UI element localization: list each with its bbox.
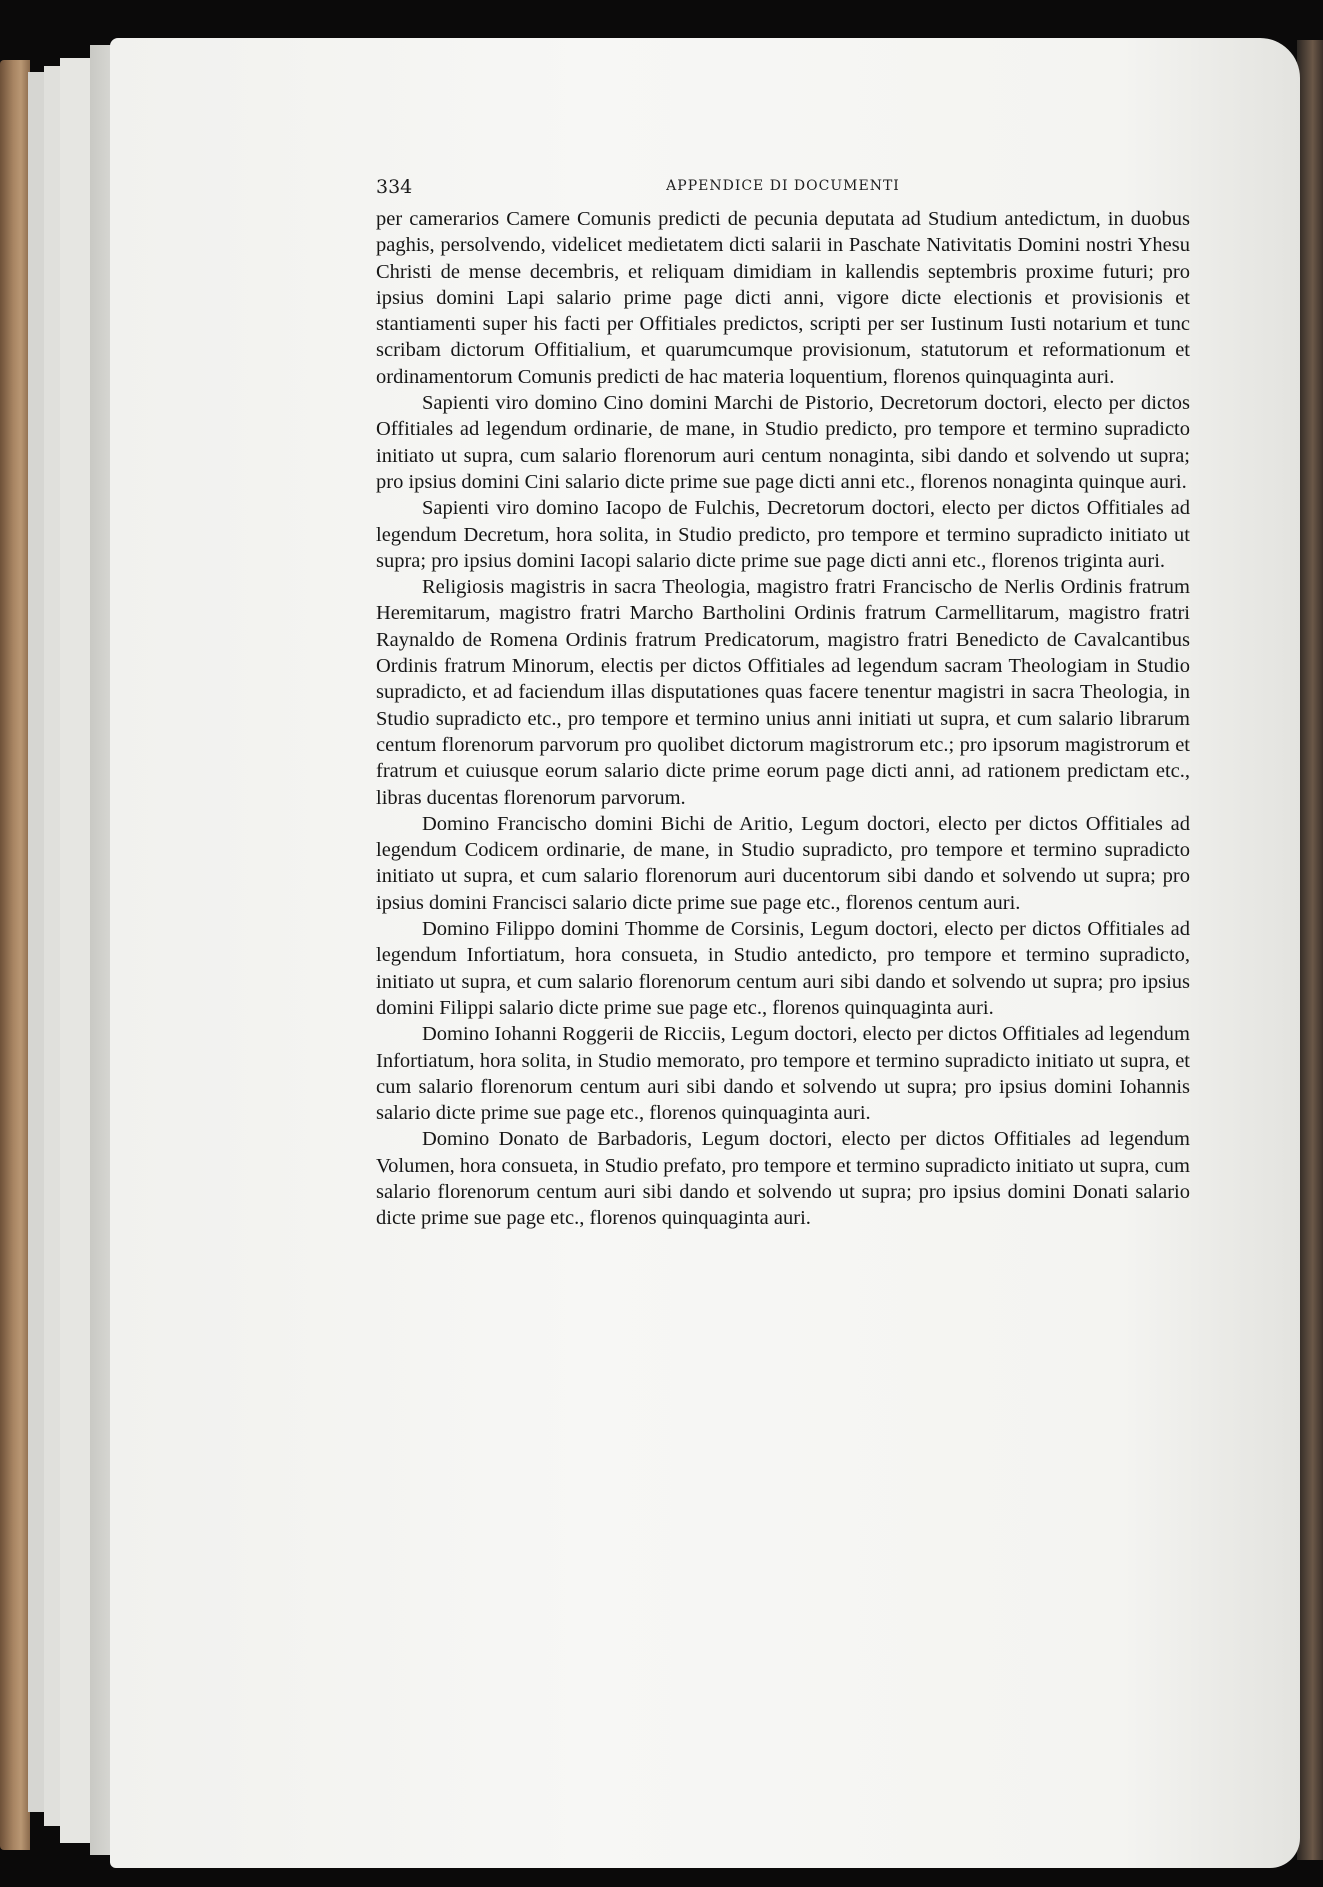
paragraph: per camerarios Camere Comunis predicti de pecunia deputata ad Studium antedictum, in duobus paghis, persolvendo, videlicet medietatem dicti salarii in Paschate Nativitatis Domini nostri Yhesu Christi de mense decembris, et reliquam dimidiam in kallendis septembris proxime futuri; pro ipsius domini Lapi salario prime page dicti anni, vigore dicte electionis et provisionis et stantiamenti super his facti per Offitiales predictos, scripti per ser Iustinum Iusti notarium et tunc scribam dictorum Offitialium, et quarumcumque provisionum, statutorum et reformationum et ordinamentorum Comunis predicti de hac materia loquentium, florenos quinquaginta auri. (376, 208, 1190, 388)
paragraph: Sapienti viro domino Cino domini Marchi de Pistorio, Decretorum doctori, electo per dictos Offitiales ad legendum ordinarie, de mane, in Studio predicto, pro tempore et termino supradicto initiato ut supra, cum salario florenorum auri centum nonaginta, sibi dando et solvendo ut supra; pro ipsius domini Cini salario dicte prime sue page dicti anni etc., florenos nonaginta quinque auri. (376, 392, 1190, 493)
paragraph: Domino Iohanni Roggerii de Ricciis, Legum doctori, electo per dictos Offitiales ad legendum Infortiatum, hora solita, in Studio memorato, pro tempore et termino supradicto initiato ut supra, et cum salario florenorum centum auri sibi dando et solvendo ut supra; pro ipsius domini Iohannis salario dicte prime sue page etc., florenos quinquaginta auri. (376, 1023, 1190, 1125)
book-spine (0, 60, 30, 1850)
body-text (376, 206, 1190, 1232)
page-number: 334 (376, 176, 413, 198)
paragraph: Domino Donato de Barbadoris, Legum doctori, electo per dictos Offitiales ad legendum Volumen, hora consueta, in Studio prefato, pro tempore et termino supradicto initiato ut supra, cum salario florenorum centum auri sibi dando et solvendo ut supra; pro ipsius domini Donati salario dicte prime sue page etc., florenos quinquaginta auri. (376, 1128, 1190, 1230)
paragraph: Domino Francischo domini Bichi de Aritio, Legum doctori, electo per dictos Offitiales ad legendum Codicem ordinarie, de mane, in Studio supradicto, pro tempore et termino supradicto initiato ut supra, et cum salario florenorum auri ducentorum sibi dando et solvendo ut supra; pro ipsius domini Francisci salario dicte prime sue page etc., florenos centum auri. (376, 812, 1190, 914)
page-header (376, 176, 1190, 206)
paragraph: Domino Filippo domini Thomme de Corsinis, Legum doctori, electo per dictos Offitiales ad legendum Infortiatum, hora consueta, in Studio antedicto, pro tempore et termino supradicto, initiato ut supra, et cum salario florenorum centum auri sibi dando et solvendo ut supra; pro ipsius domini Filippi salario dicte prime sue page etc., florenos quinquaginta auri. (376, 918, 1190, 1019)
paragraph: Sapienti viro domino Iacopo de Fulchis, Decretorum doctori, electo per dictos Offitiales ad legendum Decretum, hora solita, in Studio predicto, pro tempore et termino supradicto initiato ut supra; pro ipsius domini Iacopi salario dicte prime sue page dicti anni etc., florenos triginta auri. (376, 497, 1190, 572)
book-cover-edge (1297, 40, 1323, 1860)
running-head: APPENDICE DI DOCUMENTI (666, 178, 900, 194)
paragraph: Religiosis magistris in sacra Theologia, magistro fratri Francischo de Nerlis Ordinis fratrum Heremitarum, magistro fratri Marcho Bartholini Ordinis fratrum Carmellitarum, magistro fratri Raynaldo de Romena Ordinis fratrum Predicatorum, magistro fratri Benedicto de Cavalcantibus Ordinis fratrum Minorum, electis per dictos Offitiales ad legendum sacram Theologiam in Studio supradicto, et ad faciendum illas disputationes quas facere tenentur magistri in sacra Theologia, in Studio supradicto etc., pro tempore et termino unius anni initiati ut supra, et cum salario librarum centum florenorum parvorum pro quolibet dictorum magistrorum etc.; pro ipsorum magistrorum et fratrum et cuiusque eorum salario dicte prime eorum page dicti anni, ad rationem predictam etc., libras ducentas florenorum parvorum. (376, 576, 1190, 809)
